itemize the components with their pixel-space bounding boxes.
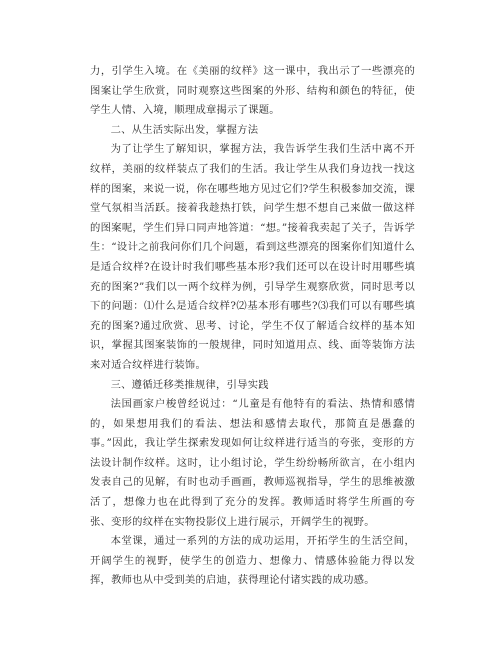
section-2-paragraph: 为了让学生了解知识，掌握方法，我告诉学生我们生活中离不开纹样，美丽的纹样装点了我们的生活。我让学生从我们身边找一找这样的图案，来说一说，你在哪些地方见过它们?学生积极参加交流，课堂气氛相当活跃。接着我趁热打铁，问学生想不想自己来做一做这样的图案呢，学生们异口同声地答道：“想。”接着我卖起了关子，告诉学生：“设计之前我问你们几个问题，看到这些漂亮的图案你们知道什么是适合纹样?在设计时我们哪些基本形?我们还可以在设计时用哪些填充的图案?”我们以一两个纹样为例，引导学生观察欣赏，同时思考以下的问题：⑴什么是适合纹样?⑵基本形有哪些?⑶我们可以有哪些填充的图案?通过欣赏、思考、讨论，学生不仅了解适合纹样的基本知识，掌握其图案装饰的一般规律，同时知道用点、线、面等装饰方法来对适合纹样进行装饰。 — [90, 143, 415, 371]
section-heading-2: 二、从生活实际出发，掌握方法 — [110, 123, 259, 136]
document-body — [90, 62, 415, 591]
conclusion-paragraph: 本堂课，通过一系列的方法的成功运用，开拓学生的生活空间，开阔学生的视野，使学生的创造力、想像力、情感体验能力得以发挥，教师也从中受到美的启迪，获得理论付诸实践的成功感。 — [90, 535, 415, 587]
section-heading-3: 三、遵循迁移类推规律，引导实践 — [110, 378, 269, 391]
intro-paragraph: 力，引学生入境。在《美丽的纹样》这一课中，我出示了一些漂亮的图案让学生欣赏，同时观察这些图案的外形、结构和颜色的特征，使学生人情、入境，顺理成章揭示了课题。 — [90, 65, 415, 117]
section-3-paragraph: 法国画家户梭曾经说过：“儿童是有他特有的看法、热情和感情的，如果想用我们的看法、想法和感情去取代，那简直是愚蠢的事。”因此，我让学生探索发现如何让纹样进行适当的夸张，变形的方法设计制作纹样。这时，让小组讨论，学生纷纷畅所欲言，在小组内发表自己的见解，有时也动手画画，教师巡视指导，学生的思维被激活了，想像力也在此得到了充分的发挥。教师适时将学生所画的夸张、变形的纹样在实物投影仪上进行展示，开阔学生的视野。 — [90, 398, 415, 528]
